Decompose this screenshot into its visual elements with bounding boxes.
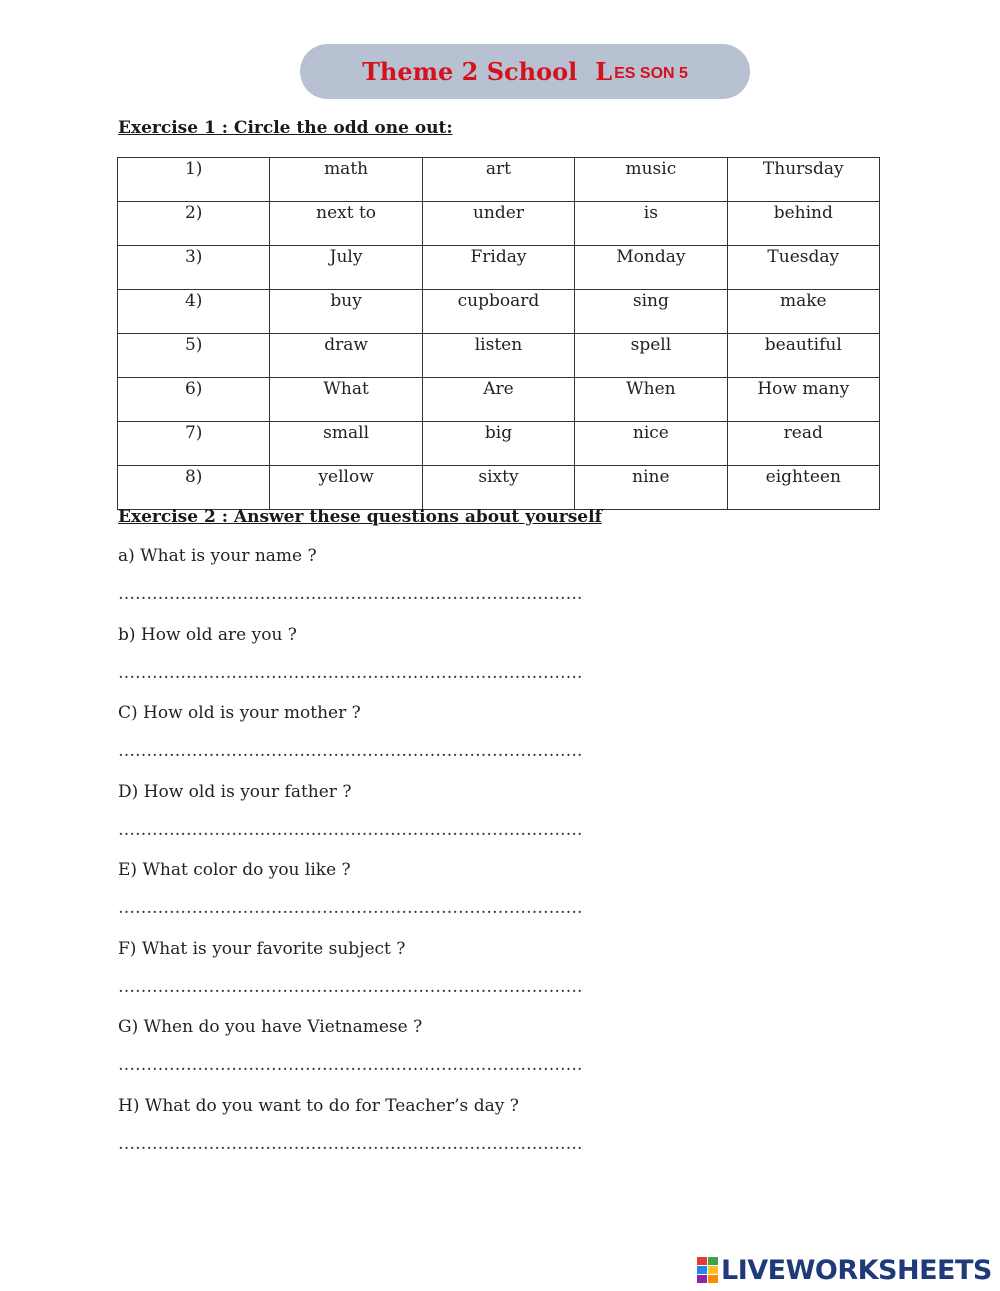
question-text: G) When do you have Vietnamese ? xyxy=(118,1017,423,1037)
question-text: H) What do you want to do for Teacher’s day ? xyxy=(118,1095,519,1116)
exercise1-heading: Exercise 1 : Circle the odd one out: xyxy=(118,118,453,138)
word-option[interactable]: is xyxy=(575,202,727,246)
word-option[interactable]: music xyxy=(575,158,727,202)
worksheet-title: Theme 2 School xyxy=(362,57,578,86)
word-option[interactable]: Are xyxy=(422,378,574,422)
word-option[interactable]: make xyxy=(727,290,879,334)
answer-line[interactable]: ………………………………………………………………………. xyxy=(118,819,583,840)
odd-one-out-table xyxy=(117,157,880,510)
row-number: 6) xyxy=(118,378,270,422)
word-option[interactable]: buy xyxy=(270,290,422,334)
table-row xyxy=(118,202,880,246)
liveworksheets-logo xyxy=(697,1255,992,1285)
answer-line[interactable]: ………………………………………………………………………. xyxy=(118,898,583,918)
question-text: D) How old is your father ? xyxy=(118,781,352,802)
title-banner xyxy=(300,44,750,99)
question-text: b) How old are you ? xyxy=(118,624,297,645)
answer-line[interactable]: ………………………………………………………………………. xyxy=(118,741,583,761)
answer-line[interactable]: ………………………………………………………………………. xyxy=(118,584,583,604)
row-number: 8) xyxy=(118,466,270,510)
table-row xyxy=(118,246,880,290)
question-text: F) What is your favorite subject ? xyxy=(118,938,406,959)
word-option[interactable]: small xyxy=(270,422,422,466)
question-text: a) What is your name ? xyxy=(118,546,317,566)
table-row xyxy=(118,334,880,378)
word-option[interactable]: yellow xyxy=(270,466,422,510)
answer-line[interactable]: ………………………………………………………………………. xyxy=(118,1133,583,1154)
word-option[interactable]: Monday xyxy=(575,246,727,290)
row-number: 1) xyxy=(118,158,270,202)
word-option[interactable]: under xyxy=(422,202,574,246)
word-option[interactable]: When xyxy=(575,378,727,422)
word-option[interactable]: nice xyxy=(575,422,727,466)
word-option[interactable]: Tuesday xyxy=(727,246,879,290)
table-row xyxy=(118,378,880,422)
table-row xyxy=(118,466,880,510)
word-option[interactable]: sing xyxy=(575,290,727,334)
row-number: 5) xyxy=(118,334,270,378)
answer-line[interactable]: ………………………………………………………………………. xyxy=(118,662,583,683)
table-row xyxy=(118,422,880,466)
table-row xyxy=(118,290,880,334)
word-option[interactable]: cupboard xyxy=(422,290,574,334)
row-number: 4) xyxy=(118,290,270,334)
word-option[interactable]: July xyxy=(270,246,422,290)
row-number: 2) xyxy=(118,202,270,246)
answer-line[interactable]: ………………………………………………………………………. xyxy=(118,1055,583,1075)
word-option[interactable]: next to xyxy=(270,202,422,246)
word-option[interactable]: read xyxy=(727,422,879,466)
word-option[interactable]: beautiful xyxy=(727,334,879,378)
word-option[interactable]: draw xyxy=(270,334,422,378)
exercise2-heading: Exercise 2 : Answer these questions about yourself xyxy=(118,507,602,527)
word-option[interactable]: spell xyxy=(575,334,727,378)
row-number: 3) xyxy=(118,246,270,290)
liveworksheets-logo-icon xyxy=(697,1257,718,1283)
word-option[interactable]: Thursday xyxy=(727,158,879,202)
table-row xyxy=(118,158,880,202)
answer-line[interactable]: ………………………………………………………………………. xyxy=(118,976,583,997)
word-option[interactable]: How many xyxy=(727,378,879,422)
word-option[interactable]: sixty xyxy=(422,466,574,510)
word-option[interactable]: nine xyxy=(575,466,727,510)
lesson-label-rest: ES SON 5 xyxy=(614,64,688,82)
word-option[interactable]: math xyxy=(270,158,422,202)
question-text: C) How old is your mother ? xyxy=(118,703,361,723)
word-option[interactable]: Friday xyxy=(422,246,574,290)
word-option[interactable]: What xyxy=(270,378,422,422)
word-option[interactable]: big xyxy=(422,422,574,466)
row-number: 7) xyxy=(118,422,270,466)
word-option[interactable]: listen xyxy=(422,334,574,378)
question-text: E) What color do you like ? xyxy=(118,860,351,880)
word-option[interactable]: art xyxy=(422,158,574,202)
word-option[interactable]: eighteen xyxy=(727,466,879,510)
lesson-label-initial: L xyxy=(595,57,613,86)
word-option[interactable]: behind xyxy=(727,202,879,246)
liveworksheets-logo-text: LIVEWORKSHEETS xyxy=(721,1254,992,1286)
